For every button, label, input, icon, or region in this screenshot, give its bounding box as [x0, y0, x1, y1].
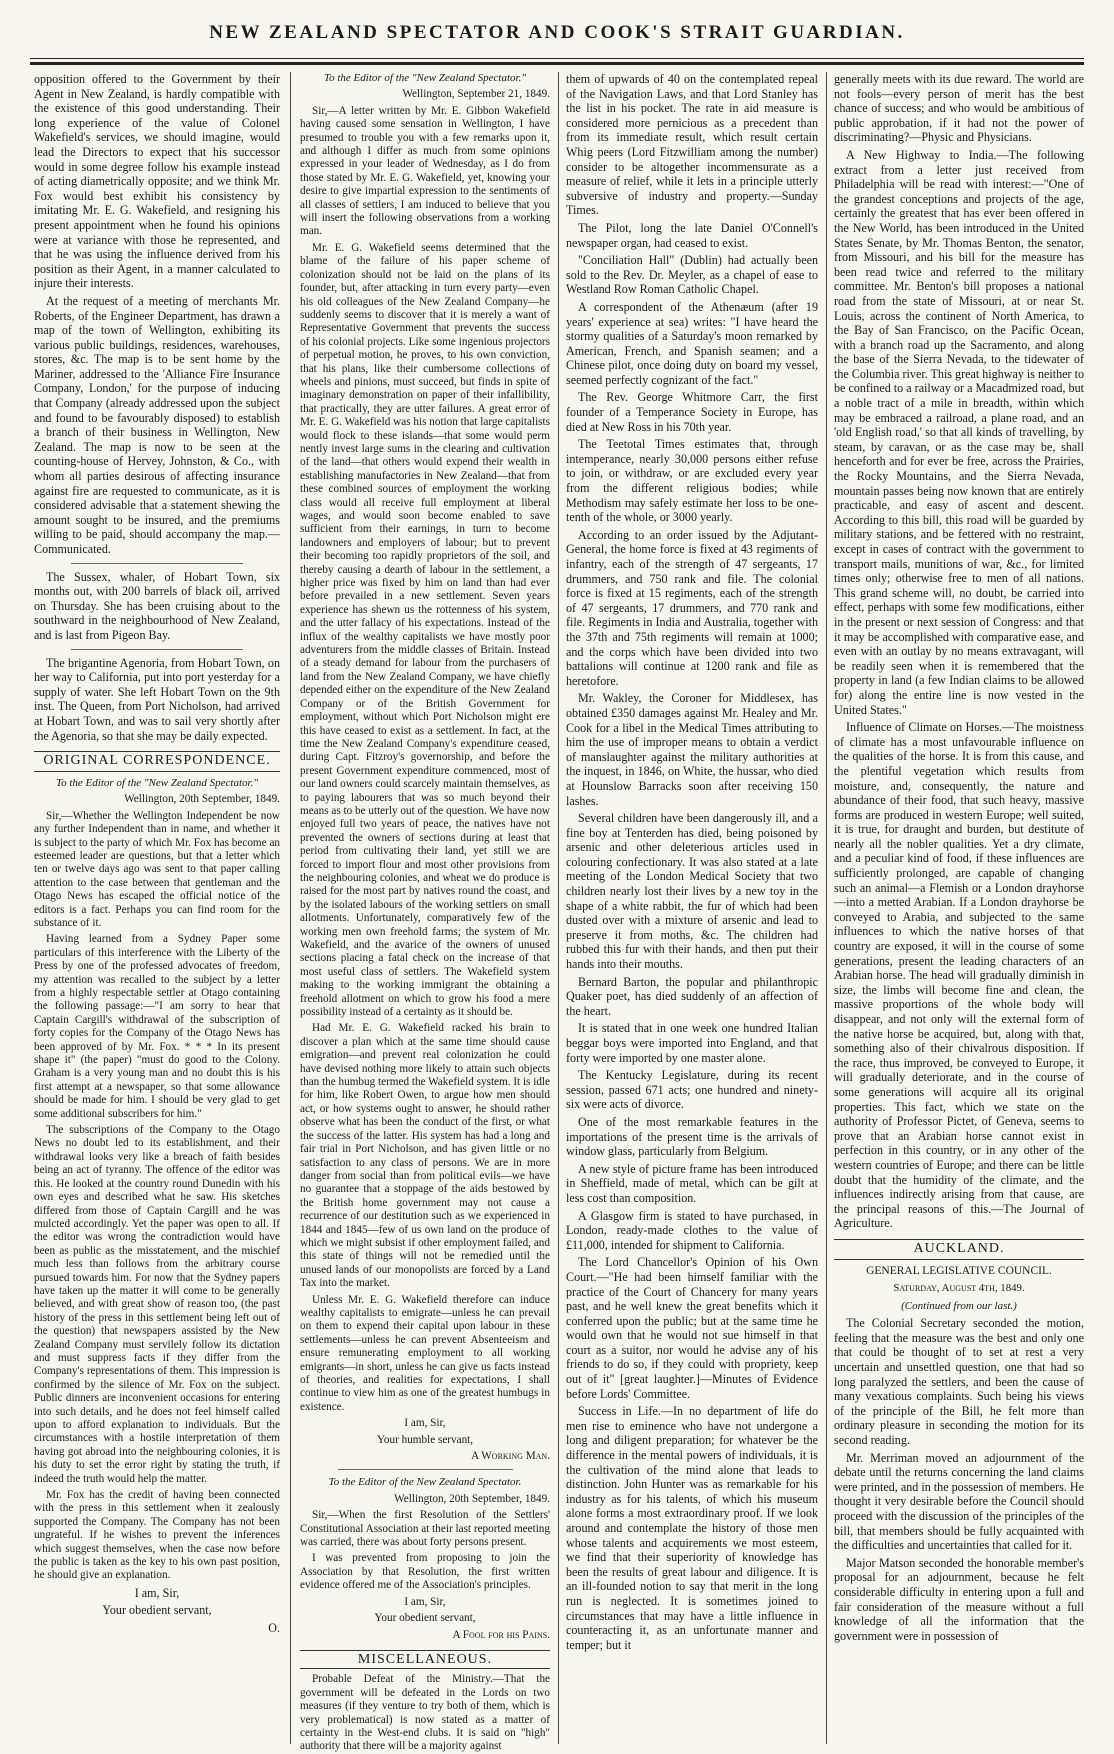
letter-paragraph: Sir,—Whether the Wellington Independent be now any further Independent than in name, and whether it is subject to the party of which Mr. Fox has become an esteemed leader are questions, but that a letter which ten or twelve days ago was sent to that paper calling attention to the case between that gentleman and the Otago News has escaped the official notice of the editors is a fact. Perhaps you can find room for the substance of it.	[34, 809, 280, 929]
article-separator	[71, 649, 243, 650]
continued-note: (Continued from our last.)	[901, 1299, 1017, 1312]
article-paragraph: A New Highway to India.—The following extract from a letter just received from Philadelphia will be read with interest:—"One of the grandest conceptions and projects of the age, certainly the greatest that has ever been offered in the New World, has been introduced in the United States Senate, by Mr. Thomas Benton, the senator, from Missouri, and his bill for the measure has been read twice and referred to the military committee. Mr. Benton's bill proposes a national road from the state of Missouri, at or near St. Louis, across the continent of North America, to the Bay of San Francisco, on the Pacific Ocean, with a branch road up the Sacramento, and along the base of the Sierra Nevada, to the tidewater of the Columbia river. This great highway is neither to be confined to a railway or a Macadmized road, but a noble tract of a mile in breadth, within which may be embraced a railroad, a plane road, and an 'old English road,' so that all kinds of travelling, by steam, by caravan, or as the case may be, shall henceforth and for ever be free, across the Prairies, the Rocky Mountains, and the Sierra Nevada, mountain passes being now known that are entirely practicable, and easy of ascent and descent. According to this bill, this road will be guarded by military stations, and be fettered with no restraint, except in cases of contract with the government to transport mails, munitions of war, &c., for limited times only; otherwise free to men of all nations. This grand scheme will, no doubt, be carried into effect, perhaps with some few modifications, either in the present or next session of Congress: and that it may be accomplished with comparative ease, and even with an outlay by no means extravagant, will be readily seen when it is remembered that the property in land (a few Indian claims to be allowed for) along the entire line is now vested in the United States."	[834, 147, 1085, 717]
article-paragraph: According to an order issued by the Adjutant-General, the home force is fixed at 43 regiments of infantry, each of the strength of 47 sergeants, 17 drummers, and 750 rank and file. The colonial force is fixed at 15 regiments, each of the strength of 47 sergeants, 17 drummers, and 770 rank and file. Regiments in India and Australia, together with the 37th and 75th regiments will remain at 1000; and the corps which have been divided into two battalions will continue at 1200 rank and file as heretofore.	[566, 527, 818, 688]
letter-paragraph: Mr. E. G. Wakefield seems determined that the blame of the failure of his paper scheme of colonization should not be laid on the plans of its founder, but, after attacking in turn every party—even his old colleagues of the New Zealand Company—he suddenly seems to discover that it is merely a want of Representative Government that prevents the success of his colonial projects. Like some ingenious projectors of perpetual motion, he proves, to his own conviction, that his plans, like their cumbersome collections of wheels and pinions, must succeed, but finds in spite of imaginary demonstration on paper of their infallibility, that practically, they are utter failures. A great error of Mr. E. G. Wakefield was his notion that large capitalists would flock to these islands—that some would perm nently invest large sums in the clearing and cultivation of the land—that others would expend their wealth in establishing manufactories in New Zealand—that from these combined sources of employment the working class would all receive full employment at liberal wages, and would soon become enabled to save sufficient from their earnings, in turn to become landowners and employers of labour; but to prevent their becoming too rapidly proprietors of the soil, and thereby causing a dearth of labour in the settlement, a higher price was fixed by him on land than had ever before prevailed in a new settlement. Seven years experience has shewn us the rottenness of his system, and the utter fallacy of his expectations. Instead of the influx of the wealthy capitalists we have mostly poor adventurers from the middle classes of Britain. Instead of a steady demand for labour from the purchasers of land from the New Zealand Company, we have chiefly depended either on the expenditure of the New Zealand Company or of the British Government for employment, without which Port Nicholson might ere this have ceased to exist as a settlement. In fact, at the time the New Zealand Company's expenditure ceased, during Capt. Fitzroy's governorship, and before the present Government expenditure commenced, most of our land owners could scarcely maintain themselves, as to paying labourers that was so much beyond their means as to be utterly out of the question. We have now enjoyed full two years of peace, the natives have not prevented the owners of sections during at least that period from cultivating their land, yet still we are forced to import flour and most other provisions from the neighbouring colonies, and wheat we do produce is raised for the most part by natives round the coast, and by the isolated labours of the working settlers on small allotments. Unfortunately, comparatively few of the working men own freehold farms; the system of Mr. Wakefield, and the avarice of the owners of unused sections placing a fatal check on the increase of that most useful class of settlers. The Wakefield system making to the working immigrant the obtaining a freehold allotment on which to grow his food a mere possibility instead of a certainty as it should be.	[300, 241, 550, 1019]
article-paragraph: Probable Defeat of the Ministry.—That the government will be defeated in the Lords on two measures (if they venture to try both of them, which is very problematical) is now stated as a matter of certainty in the West-end clubs. It is said on "high" authority that there will be a majority against	[300, 1673, 550, 1753]
article-paragraph: The Colonial Secretary seconded the motion, feeling that the measure was the best and only one that could be thought of to set at rest a very uncertain and unsettled question, one that had so long paralyzed the settlers, and been the cause of many vexatious complaints. Such being his views of the principle of the Bill, he felt more than ordinary pleasure in seconding the motion for its second reading.	[834, 1316, 1084, 1448]
article-paragraph: Influence of Climate on Horses.—The moistness of climate has a most unfavourable influence on the qualities of the horse. It is from this cause, and the plentiful vegetation which results from moisture, and, consequently, the nature and abundance of their food, that such heavy, massive forms are produced in western Europe; well suited, it is true, for draught and burden, but destitute of nearly all the nobler qualities. Yet a dry climate, and a peculiar kind of food, if these influences are sufficiently prolonged, are capable of changing such an animal—a Flemish or a London drayhorse—into a metted Arabian. If a London drayhorse be conveyed to Arabia, and subjected to the same influences to which the native horses of that country are exposed, it will in the course of some generations, present the leading characters of an Arabian horse. The head will gradually diminish in size, the limbs will become fine and clean, the massive proportions of the whole body will disappear, and not only will the external form of the native horse be acquired, but, along with that, something also of their chivalrous disposition. If the race, thus improved, be conveyed to Europe, it will gradually deteriorate, and in the course of some generations will acquire all its original properties. This fact, which we state on the authority of Professor Pictet, of Geneva, seems to prove that an Arabian horse cannot exist in perfection in this country, or in any other of the western countries of Europe; and there can be little doubt that the humidity of the climate, and the influences indirectly arising from that cause, are the principal reasons of this.—The Journal of Agriculture.	[834, 720, 1084, 1231]
article-paragraph: Mr. Wakley, the Coroner for Middlesex, has obtained £350 damages against Mr. Healey and Mr. Cook for a libel in the Medical Times attributing to him the use of improper means to obtain a verdict of manslaughter against the military authorities at the inquest, in 1846, on White, the hussar, who died at Hounslow Barracks soon after receiving 150 lashes.	[566, 691, 818, 808]
article-paragraph: The Sussex, whaler, of Hobart Town, six months out, with 200 barrels of black oil, arrived on Thursday. She has been cruising about to the southward in the neighbourhood of New Zealand, and is last from Pigeon Bay.	[34, 569, 280, 642]
letter-closing: Your obedient servant,	[374, 1612, 476, 1625]
letter-address: To the Editor of the "New Zealand Spectator."	[56, 776, 258, 789]
article-paragraph: The Rev. George Whitmore Carr, the first founder of a Temperance Society in Europe, has died at New Ross in his 70th year.	[566, 390, 818, 434]
section-date: Saturday, August 4th, 1849.	[893, 1282, 1025, 1295]
article-paragraph: Mr. Merriman moved an adjournment of the debate until the returns concerning the land claims were printed, and in the possession of members. He thought it very desirable before the Council should proceed with the discussion of the principles of the bill, that members should be fully acquainted with the difficulties and uncertainties that called for it.	[834, 1450, 1084, 1553]
letter-paragraph: Sir,—A letter written by Mr. E. Gibbon Wakefield having caused some sensation in Wellington, I have presumed to trouble you with a few remarks upon it, and although I differ as much from some opinions expressed in your leader of Wednesday, as I do from those stated by Mr. E. G. Wakefield, yet, knowing your desire to give impartial expression to the sentiments of all classes of settlers, I am induced to believe that you will insert the following observations from a working man.	[300, 104, 550, 238]
masthead-rule	[30, 58, 1084, 59]
column-divider	[290, 72, 291, 1744]
article-paragraph: Bernard Barton, the popular and philanthropic Quaker poet, has died suddenly of an affection of the heart.	[566, 974, 818, 1018]
masthead-title: NEW ZEALAND SPECTATOR AND COOK'S STRAIT GUARDIAN.	[209, 22, 905, 43]
letter-dateline: Wellington, 20th September, 1849.	[124, 793, 280, 806]
letter-paragraph: Having learned from a Sydney Paper some particulars of this interference with the Liberty of the Press by one of the professed advocates of freedom, my attention was recalled to the subject by a letter from a highly respectable settler at Otago containing the following passage:—"I am sorry to hear that Captain Cargill's withdrawal of the subscription of forty copies for the Company of the Otago News has been approved of by Mr. Fox. * * * In its present shape it" (the paper) "must do good to the Colony. Graham is a very young man and no doubt this is his first attempt at a newspaper, so that some allowance should be made for him. I should be very glad to get some additional subscribers for him."	[34, 933, 280, 1120]
letter-paragraph: Sir,—When the first Resolution of the Settlers' Constitutional Association at their last reported meeting was carried, there was about forty persons present.	[300, 1509, 550, 1549]
letter-signature: A Fool for his Pains.	[452, 1628, 550, 1641]
letter-signature: O.	[268, 1621, 280, 1636]
article-paragraph: The Kentucky Legislature, during its recent session, passed 671 acts; one hundred and ninety-six were acts of divorce.	[566, 1068, 818, 1112]
letter-closing: I am, Sir,	[134, 1585, 180, 1600]
article-paragraph: them of upwards of 40 on the contemplated repeal of the Navigation Laws, and that Lord Stanley has the list in his pocket. The rate in aid measure is considered more pernicious as a precedent than from its immediate result, which result certain Whig peers (Lord Fitzwilliam among the number) consider to be altogether incommensurate as a measure of relief, while it lets in a principle utterly subversive of industry and property.—Sunday Times.	[566, 72, 818, 218]
article-separator	[71, 563, 243, 564]
letter-signature: A Working Man.	[471, 1450, 550, 1463]
article-paragraph: The Lord Chancellor's Opinion of his Own Court.—"He had been himself familiar with the practice of the Court of Chancery for many years past, and he well knew the great benefits which it conferred upon the public; but at the same time he would own that he would not sue himself in that court as a suitor, nor would he advise any of his friends to do so, if they could with propriety, keep out of it" [great laughter.]—Minutes of Evidence before Lords' Committee.	[566, 1255, 818, 1401]
article-paragraph: "Conciliation Hall" (Dublin) had actually been sold to the Rev. Dr. Meyler, as a chapel of ease to Westland Row Roman Catholic Chapel.	[566, 253, 818, 297]
section-heading: MISCELLANEOUS.	[300, 1650, 550, 1669]
letter-paragraph: Mr. Fox has the credit of having been connected with the press in this settlement when it zealously supported the Company. The Company has not been ungrateful. If he wishes to prevent the inferences which suggest themselves, when the case now before the public is taken as the key to his own past position, he should give an explanation.	[34, 1489, 280, 1582]
letter-paragraph: Unless Mr. E. G. Wakefield therefore can induce wealthy capitalists to emigrate—unless he can prevail on them to expend their capital upon labour in these settlements—unless he can prevent Absenteeism and ensure remunerating employment to all working emigrants—in short, unless he can give us facts instead of theories, and realities for expectations, I shall continue to view him as one of the greatest humbugs in existence.	[300, 1293, 550, 1413]
article-paragraph: opposition offered to the Government by their Agent in New Zealand, is hardly compatible with the existence of this good understanding. Their long experience of the value of Colonel Wakefield's services, we should imagine, would lead the Directors to expect that his successor would in some degree follow his example instead of acting diametrically opposite; and we think Mr. Fox would best exhibit his consistency by imitating Mr. E. G. Wakefield, and resigning his present appointment when he found his opinions were at variance with those he represented, and that he was using the influence derived from his position as their Agent, in a manner calculated to injure their interests.	[34, 72, 280, 291]
article-paragraph: A Glasgow firm is stated to have purchased, in London, ready-made clothes to the value of £11,000, intended for shipment to California.	[566, 1208, 818, 1252]
letter-dateline: Wellington, September 21, 1849.	[402, 88, 550, 101]
section-heading: AUCKLAND.	[834, 1239, 1084, 1260]
section-heading: ORIGINAL CORRESPONDENCE.	[34, 751, 280, 772]
letter-closing: Your humble servant,	[376, 1433, 474, 1446]
column-3	[566, 72, 818, 1744]
article-paragraph: Several children have been dangerously ill, and a fine boy at Tenterden has died, being poisoned by arsenic and other deleterious articles used in colouring confectionary. It was also stated at a late meeting of the London Medical Society that two children nearly lost their lives by a new toy in the shape of a white rabbit, the fur of which had been dusted over with a mixture of arsenic and lead to preserve it from moths, &c. The children had rubbed this fur with their hands, and then put their hands into their mouths.	[566, 811, 818, 972]
article-paragraph: A new style of picture frame has been introduced in Sheffield, made of metal, which can be gilt at less cost than composition.	[566, 1161, 818, 1205]
letter-closing: I am, Sir,	[404, 1417, 446, 1430]
column-4	[834, 72, 1084, 1744]
letter-paragraph: The subscriptions of the Company to the Otago News no doubt led to its establishment, and their withdrawal looks very like a breach of faith besides being an act of tyranny. The offence of the editor was this. He looked at the country round Dunedin with his own eyes and described what he saw. His sketches differed from those of Captain Cargill and he was mulcted accordingly. Yet the paper was open to all. If the editor was wrong the contradiction would have been as public as the misstatement, and the mischief much less than follows from the arbitrary course pursued towards him. For now that the Sydney papers have taken up the matter it will come to be generally believed, and with great show of reason too, (the past history of the press in this settlement being left out of the question) that newspapers assisted by the New Zealand Company must servilely follow its dictation and must suppress facts if they differ from the Company's representations of them. This impression is confirmed by the silence of Mr. Fox on the subject. Public dinners are inconvenient occasions for entering into such details, and he does not feel himself called upon to afford explanation to individuals. But the circumstances with a hostile interpretation of them having got abroad into the neighbouring colonies, it is his duty to set the error right by stating the truth, if indeed the truth would help the matter.	[34, 1124, 280, 1485]
article-paragraph: The Teetotal Times estimates that, through intemperance, nearly 30,000 persons either refuse to join, or withdraw, or are excluded every year from the different religious bodies; while Methodism may safely estimate her loss to be one-tenth of the whole, or 3000 yearly.	[566, 437, 818, 525]
letter-dateline: Wellington, 20th September, 1849.	[394, 1492, 550, 1505]
article-paragraph: generally meets with its due reward. The world are not fools—every person of merit has the best chance of success; and who would be ambitious of public approbation, if it had not the power of discriminating?—Physic and Physicians.	[834, 72, 1084, 145]
article-paragraph: The brigantine Agenoria, from Hobart Town, on her way to California, put into port yesterday for a supply of water. She left Hobart Town on the 9th inst. The Queen, from Port Nicholson, had arrived at Hobart Town, and was to sail very shortly after the Agenoria, so that she may be daily expected.	[34, 655, 280, 743]
article-separator	[338, 1469, 513, 1470]
column-divider	[826, 72, 827, 1744]
letter-closing: Your obedient servant,	[102, 1603, 212, 1618]
masthead-rule-thick	[30, 62, 1084, 65]
column-1	[34, 72, 280, 1744]
column-divider	[558, 72, 559, 1744]
article-paragraph: Success in Life.—In no department of life do men rise to eminence who have not undergone a long and diligent preparation; for whatever be the difference in the mental powers of individuals, it is the cultivation of the mind alone that leads to distinction. John Hunter was as remarkable for his industry as for his talents, of which his museum alone forms a most extraordinary proof. If we look around and contemplate the history of those men whose talents and acquirements we most esteem, we find that their superiority of knowledge has been the results of great labour and diligence. It is an ill-founded notion to say that merit in the long run is neglected. It is sometimes joined to circumstances that may have a little influence in counteracting it, as an unfortunate manner and temper; but it	[566, 1404, 818, 1652]
letter-address: To the Editor of the New Zealand Spectator.	[328, 1476, 522, 1489]
column-2	[300, 72, 550, 1753]
letter-address: To the Editor of the "New Zealand Spectator."	[324, 72, 526, 84]
letter-paragraph: I was prevented from proposing to join the Association by that Resolution, the first written evidence offered me of the Association's principles.	[300, 1552, 550, 1592]
article-paragraph: One of the most remarkable features in the importations of the present time is the arrivals of window glass, particularly from Belgium.	[566, 1114, 818, 1159]
article-paragraph: It is stated that in one week one hundred Italian beggar boys were imported into England, and that forty were imported by one master alone.	[566, 1021, 818, 1065]
article-paragraph: The Pilot, long the late Daniel O'Connell's newspaper organ, had ceased to exist.	[566, 220, 818, 250]
article-paragraph: Major Matson seconded the honorable member's proposal for an adjournment, because he felt considerable difficulty in entering upon a full and fair consideration of the measure without a full knowledge of all the information that the government were in possession of	[834, 1555, 1084, 1643]
article-paragraph: A correspondent of the Athenæum (after 19 years' experience at sea) writes: "I have heard the stormy qualities of a Saturday's moon remarked by American, French, and Spanish seamen; and a Chinese pilot, once doing duty on board my vessel, seemed perfectly cognizant of the fact."	[566, 299, 818, 387]
section-subheading: GENERAL LEGISLATIVE COUNCIL.	[866, 1264, 1052, 1277]
letter-paragraph: Had Mr. E. G. Wakefield racked his brain to discover a plan which at the same time should cause emigration—and prevent real colonization he could have devised nothing more likely to attain such objects than the humbug termed the Wakefield system. It is idle for him, like Robert Owen, to argue how men should act, or how systems ought to answer, he should rather observe what has been the conduct of the first, or what the success of the latter. His system has had a long and fair trial in Port Nicholson, and has given little or no satisfaction to any class of persons. We are in more danger from social than from political evils—we have no guarantee that a stoppage of the aids bestowed by the British home government may not cause a recurrence of our destitution such as we experienced in 1844 and 1845—few of us own land on the produce of which we might subsist if other employment failed, and this state of things will not be remedied until the unused lands of our monopolists are forced by a Land Tax into the market.	[300, 1022, 550, 1290]
letter-closing: I am, Sir,	[404, 1595, 446, 1608]
article-paragraph: At the request of a meeting of merchants Mr. Roberts, of the Engineer Department, has drawn a map of the town of Wellington, exhibiting its various public buildings, residences, warehouses, stores, &c. The map is to be sent home by the Mariner, addressed to the 'Alliance Fire Insurance Company, London,' for the purpose of inducing that Company (already addressed upon the subject and found to be favourably disposed) to establish a branch of their business in Wellington, New Zealand. The map is now to be seen at the counting-house of Hervey, Johnston, & Co., with whom all parties desirous of affecting insurance against fire are requested to communicate, as it is considered advisable that a statement shewing the amount sought to be insured, and the premiums willing to be paid, should accompany the map.—Communicated.	[34, 293, 280, 556]
